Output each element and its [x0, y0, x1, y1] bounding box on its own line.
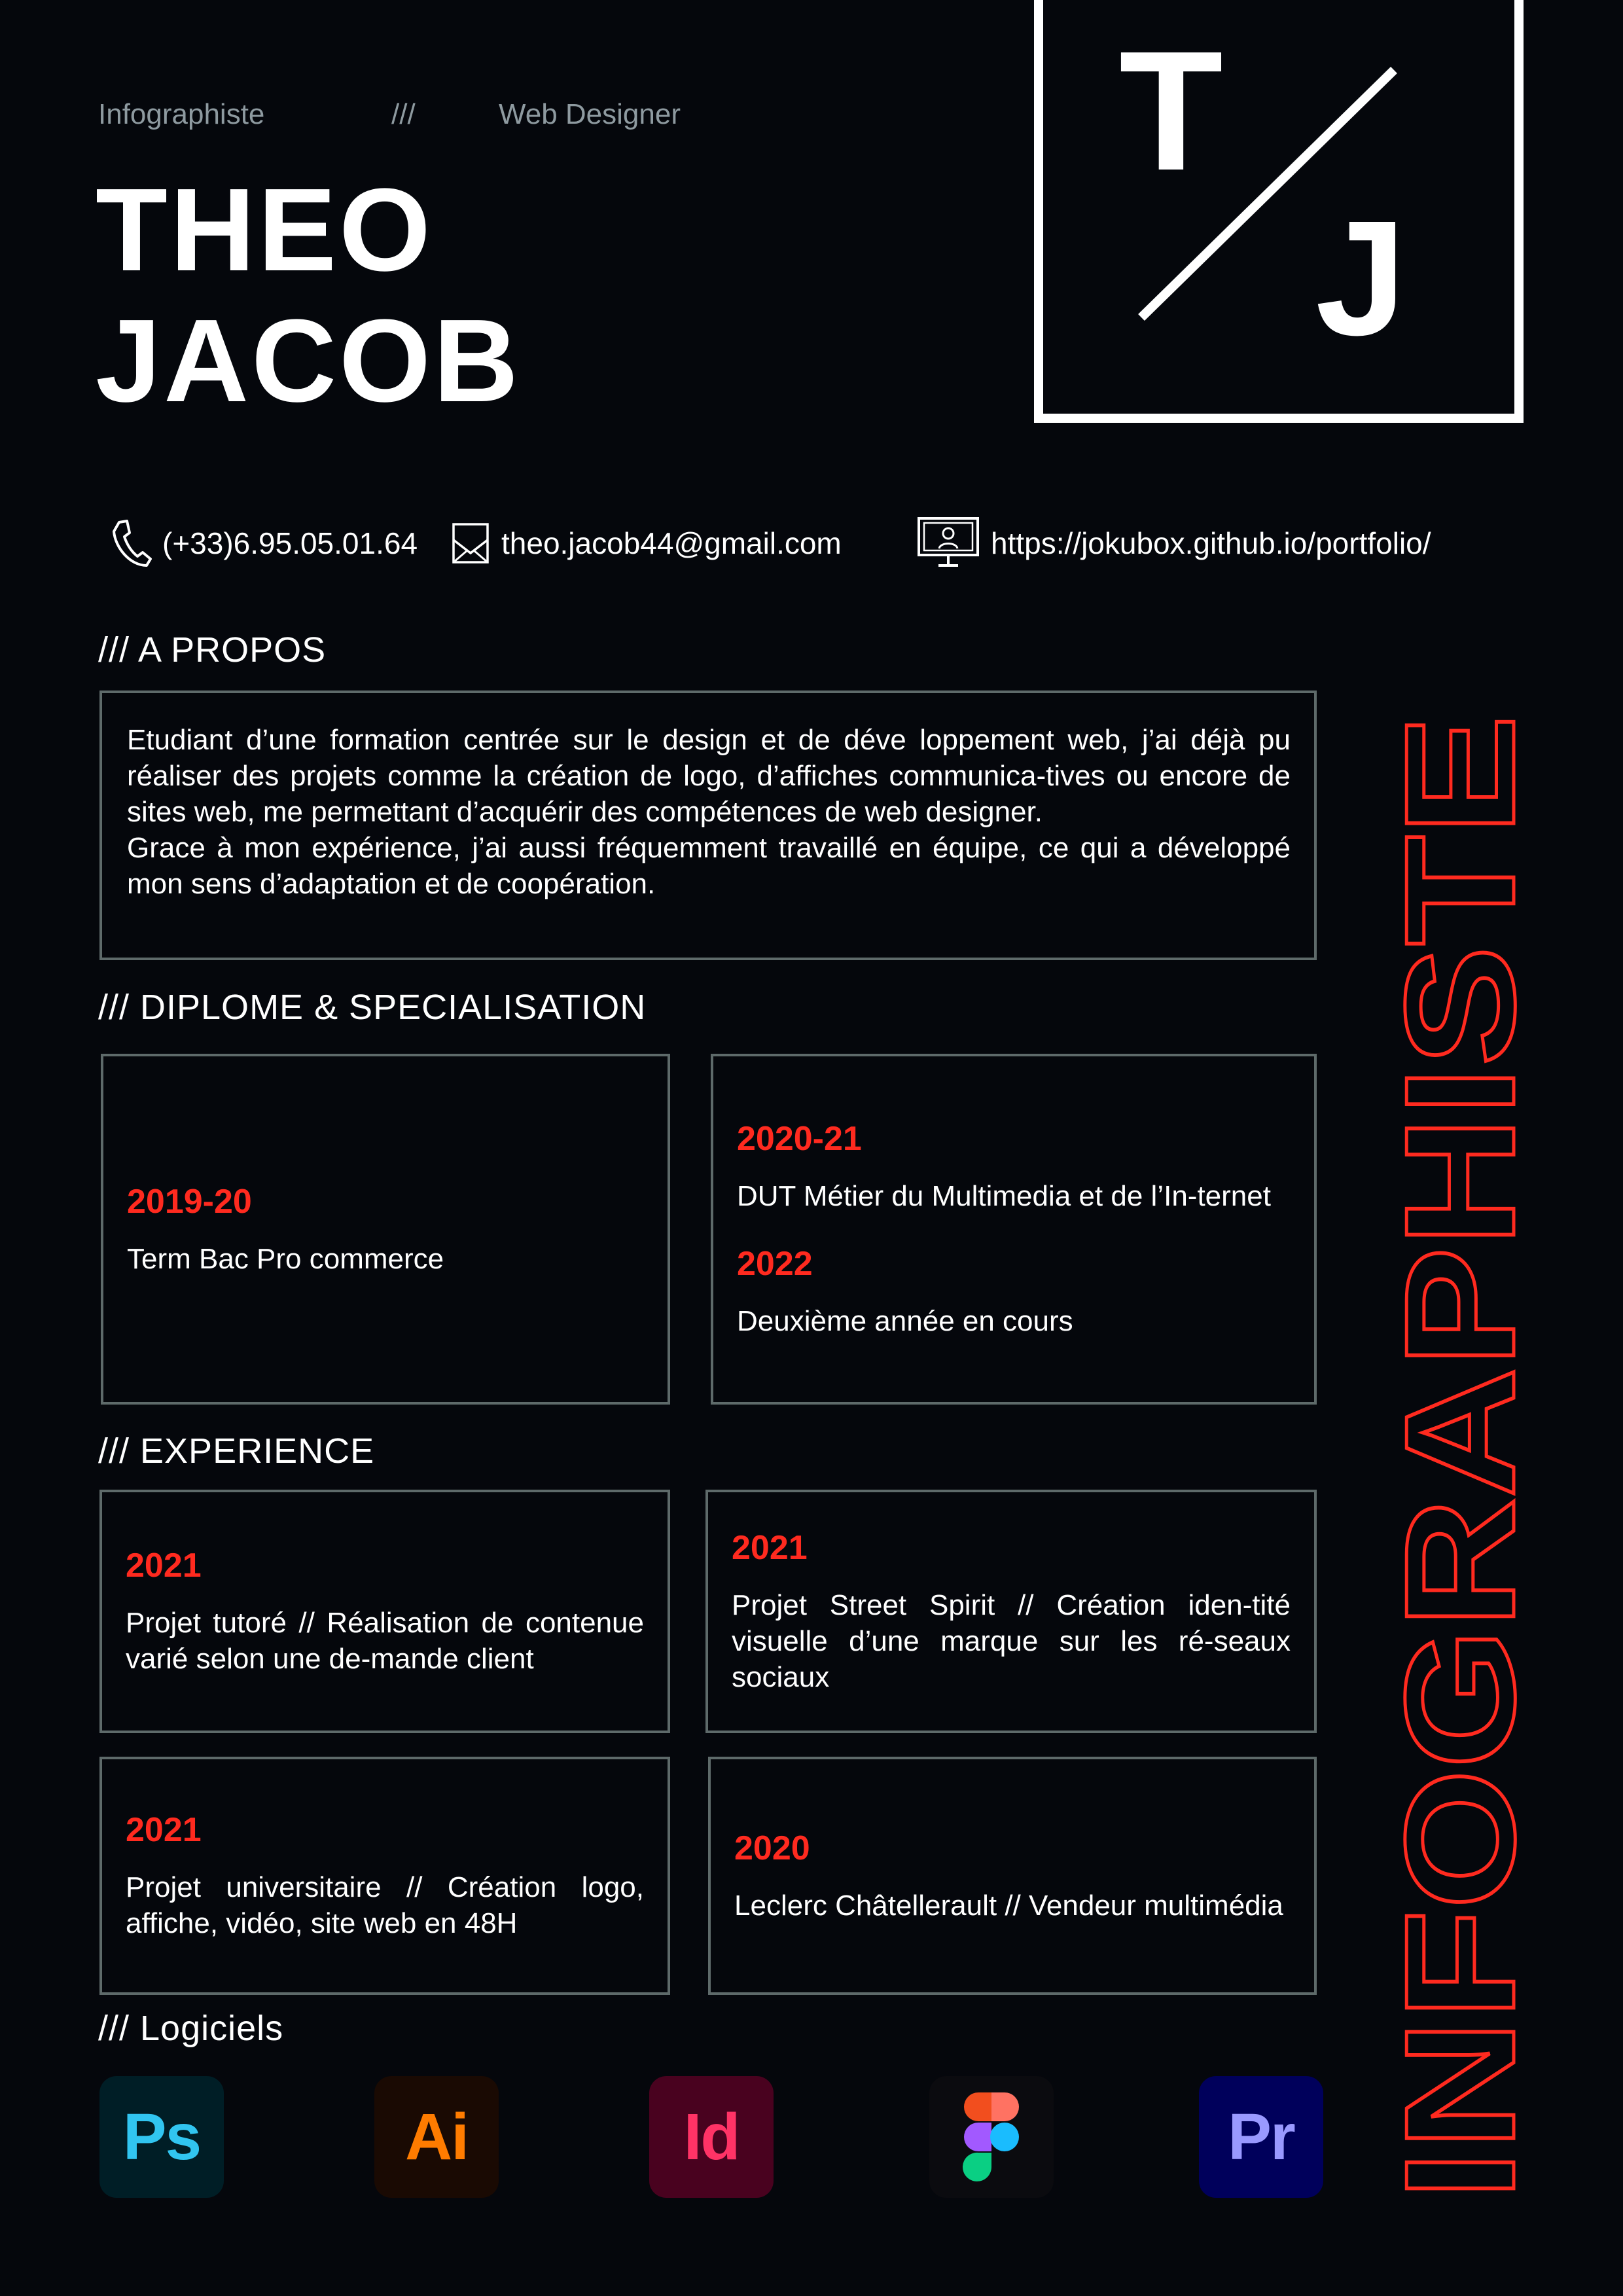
experience-heading: /// EXPERIENCE: [98, 1431, 375, 1471]
about-paragraph-2: Grace à mon expérience, j’ai aussi fréquemment travaillé en équipe, ce qui a développé mon sens d’adaptation et de coopération.: [127, 832, 1291, 900]
education-label: Term Bac Pro commerce: [127, 1242, 444, 1275]
monogram-letter-j: J: [1315, 187, 1407, 369]
software-heading: /// Logiciels: [98, 2009, 284, 2048]
about-heading: /// A PROPOS: [98, 630, 327, 670]
portfolio-url[interactable]: https://jokubox.github.io/portfolio/: [991, 526, 1431, 560]
education-year: 2019-20: [127, 1182, 252, 1221]
experience-label: Projet universitaire // Création logo, affiche, vidéo, site web en 48H: [126, 1871, 644, 1939]
experience-label: Projet Street Spirit // Création iden-tité visuelle d’une marque sur les ré-seaux sociaux: [732, 1588, 1291, 1693]
contact-phone[interactable]: [110, 518, 418, 568]
experience-card: [705, 1490, 1317, 1733]
experience-card: [99, 1757, 670, 1995]
education-card-dut: [711, 1054, 1317, 1405]
subtitle-web-designer: Web Designer: [499, 98, 681, 130]
last-name: JACOB: [96, 295, 522, 427]
contact-email[interactable]: [452, 518, 842, 568]
email-address[interactable]: theo.jacob44@gmail.com: [501, 526, 842, 560]
contact-website[interactable]: [916, 518, 1431, 568]
education-label: Deuxième année en cours: [737, 1305, 1073, 1337]
education-card-bac: [101, 1054, 670, 1405]
envelope-icon: [452, 522, 491, 565]
subtitle-infographiste: Infographiste: [98, 98, 265, 130]
education-label: DUT Métier du Multimedia et de l’In-ternet: [737, 1180, 1271, 1212]
education-year: 2020-21: [737, 1120, 862, 1158]
experience-card: [99, 1490, 670, 1733]
svg-text:INFOGRAPHISTE: INFOGRAPHISTE: [1374, 920, 1547, 2200]
phone-icon: [110, 518, 152, 568]
figma-icon: [929, 2076, 1054, 2198]
first-name: THEO: [96, 164, 434, 296]
about-paragraph-1: Etudiant d’une formation centrée sur le design et de déve loppement web, j’ai déjà pu réaliser des projets comme la création de logo, d’affiches communica-tives ou encore de sites web, me permettant d’acquérir des compétences de web designer.: [127, 724, 1291, 828]
subtitle-separator: ///: [391, 98, 416, 130]
experience-card: [708, 1757, 1317, 1995]
indesign-icon: Id: [649, 2076, 774, 2198]
experience-year: 2021: [732, 1528, 808, 1567]
monogram-letter-t: T: [1119, 16, 1223, 206]
experience-year: 2021: [126, 1547, 202, 1585]
photoshop-icon: Ps: [99, 2076, 224, 2198]
illustrator-icon: Ai: [374, 2076, 499, 2198]
education-year: 2022: [737, 1245, 813, 1283]
phone-number[interactable]: (+33)6.95.05.01.64: [162, 526, 418, 560]
monogram-slash: [1139, 69, 1400, 331]
infographiste-vertical-word: [1374, 715, 1547, 2200]
about-box: [99, 691, 1317, 960]
experience-label: Leclerc Châtellerault // Vendeur multimédia: [734, 1889, 1283, 1922]
experience-year: 2021: [126, 1811, 202, 1849]
experience-label: Projet tutoré // Réalisation de contenue varié selon une de-mande client: [126, 1607, 644, 1675]
premiere-icon: Pr: [1199, 2076, 1323, 2198]
figma-logo: [960, 2091, 1023, 2183]
experience-year: 2020: [734, 1829, 810, 1867]
education-heading: /// DIPLOME & SPECIALISATION: [98, 988, 647, 1027]
computer-user-icon: [916, 516, 980, 571]
